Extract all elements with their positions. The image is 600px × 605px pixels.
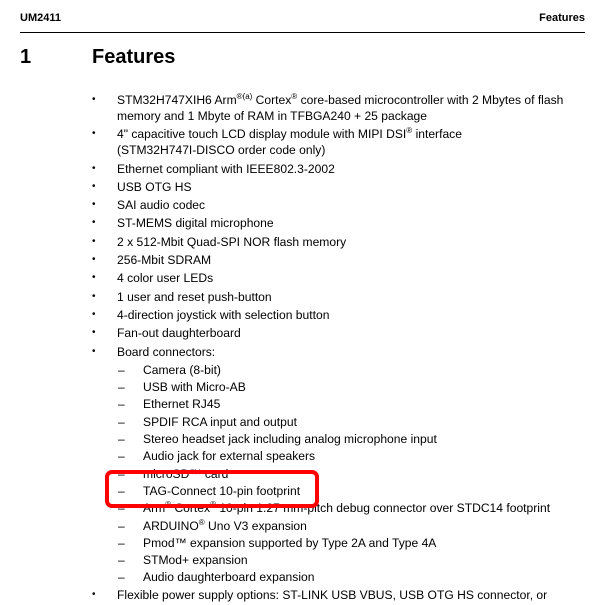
dash-icon: – <box>118 466 125 481</box>
bullet-icon: • <box>92 308 96 320</box>
bullet-icon: • <box>92 327 96 339</box>
dash-icon: – <box>118 535 125 550</box>
features-list <box>0 92 600 605</box>
sub-list-item: – Audio jack for external speakers <box>118 449 316 464</box>
dash-icon: – <box>118 397 125 412</box>
sub-list-item-highlighted: – TAG-Connect 10-pin footprint <box>118 483 301 498</box>
sub-list-item: – Pmod™ expansion supported by Type 2A and Type 4A <box>118 535 437 550</box>
list-item-board-connectors: • Board connectors: <box>92 344 216 359</box>
bullet-icon: • <box>92 128 96 140</box>
dash-icon: – <box>118 518 125 533</box>
sub-list-item: – STMod+ expansion <box>118 553 248 568</box>
dash-icon: – <box>118 380 125 395</box>
bullet-icon: • <box>92 272 96 284</box>
list-item: • 2 x 512-Mbit Quad-SPI NOR flash memory <box>92 234 347 249</box>
dash-icon: – <box>118 432 125 447</box>
list-item: • SAI audio codec <box>92 198 206 213</box>
list-item: • Fan-out daughterboard <box>92 326 241 341</box>
bullet-icon: • <box>92 162 96 174</box>
sub-list-item: – Camera (8-bit) <box>118 362 221 377</box>
dash-icon: – <box>118 553 125 568</box>
bullet-icon: • <box>92 345 96 357</box>
dash-icon: – <box>118 449 125 464</box>
sub-list-item: – Ethernet RJ45 <box>118 397 221 412</box>
dash-icon: – <box>118 483 125 498</box>
dash-icon: – <box>118 501 125 516</box>
dash-icon: – <box>118 362 125 377</box>
bullet-icon: • <box>92 254 96 266</box>
dash-icon: – <box>118 414 125 429</box>
list-item: • 4" capacitive touch LCD display module with MIPI DSI® interface (STM32H747I-DISCO order code only) <box>92 126 462 158</box>
list-item: • 4 color user LEDs <box>92 271 214 286</box>
sub-list-item: – USB with Micro-AB <box>118 380 246 395</box>
document-id: UM2411 <box>20 12 61 24</box>
list-item: • 4-direction joystick with selection button <box>92 307 330 322</box>
section-title: Features <box>92 46 176 68</box>
bullet-icon: • <box>92 199 96 211</box>
list-item: • 1 user and reset push-button <box>92 289 272 304</box>
list-item-cut-off: • Flexible power supply options: ST-LINK USB VBUS, USB OTG HS connector, or <box>92 587 548 602</box>
list-item: • Ethernet compliant with IEEE802.3-2002 <box>92 161 335 176</box>
sub-list-item: – Stereo headset jack including analog microphone input <box>118 432 437 447</box>
list-item: • STM32H747XIH6 Arm$^{®(a)}$ Cortex® core-based microcontroller with 2 Mbytes of flash memory and 1 Mbyte of RAM in TFBGA240 + 25 package <box>92 92 564 123</box>
sub-list-item: – SPDIF RCA input and output <box>118 414 297 429</box>
list-item: • USB OTG HS <box>92 179 192 194</box>
page-header <box>20 10 585 33</box>
bullet-icon: • <box>92 290 96 302</box>
sub-list-item: – ARDUINO® Uno V3 expansion <box>118 517 307 533</box>
bullet-icon: • <box>92 180 96 192</box>
list-item: • 256-Mbit SDRAM <box>92 253 212 268</box>
bullet-icon: • <box>92 217 96 229</box>
bullet-icon: • <box>92 235 96 247</box>
dash-icon: – <box>118 570 125 585</box>
sub-list-item: – microSD™ card <box>118 466 229 481</box>
list-item: • ST-MEMS digital microphone <box>92 216 274 231</box>
sub-list-item: – Arm® Cortex® 10-pin 1.27 mm-pitch debug connector over STDC14 footprint <box>118 500 551 516</box>
header-section-name: Features <box>539 12 585 24</box>
bullet-icon: • <box>92 588 96 600</box>
section-number: 1 <box>20 46 32 68</box>
sub-list-item: – Audio daughterboard expansion <box>118 570 315 585</box>
bullet-icon: • <box>92 94 96 105</box>
